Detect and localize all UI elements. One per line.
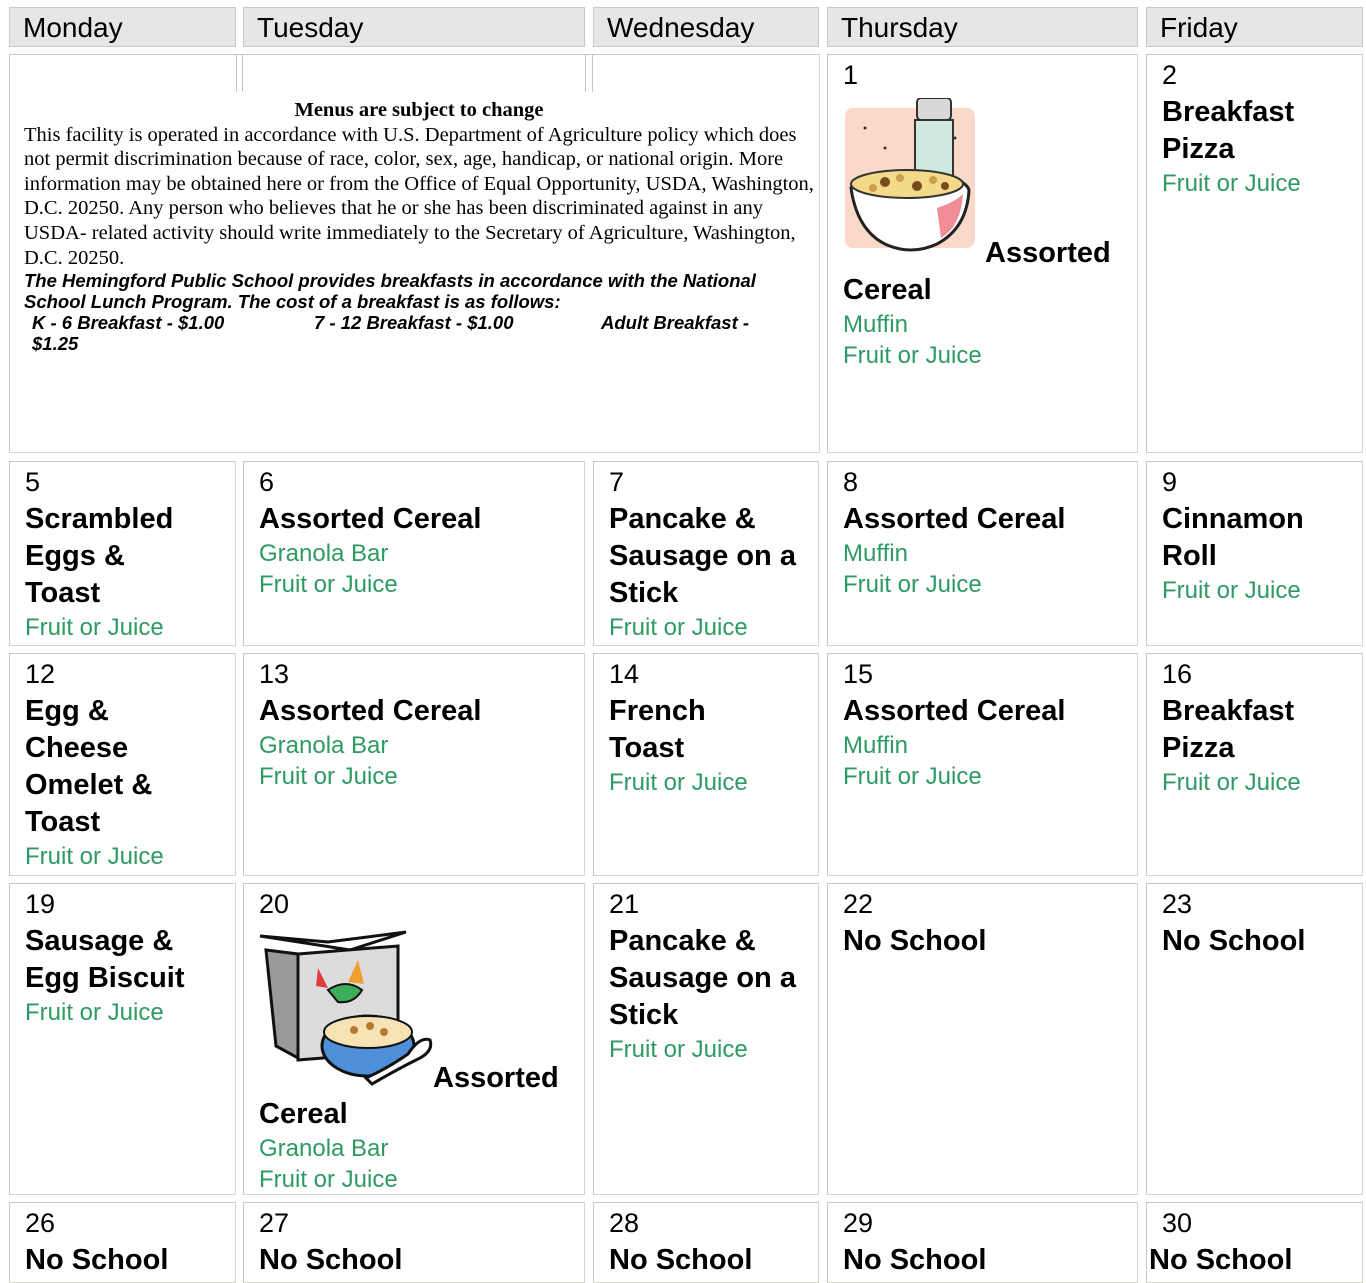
day-number: 28 bbox=[609, 1208, 640, 1238]
day-number: 7 bbox=[609, 467, 625, 497]
menu-main: Assorted bbox=[985, 237, 1111, 269]
menu-side: Fruit or Juice bbox=[259, 763, 398, 790]
day-number: 2 bbox=[1162, 60, 1178, 90]
menu-main: No School bbox=[843, 925, 987, 957]
day-number: 15 bbox=[843, 659, 874, 689]
menu-main: No School bbox=[843, 1244, 987, 1276]
menu-main: No School bbox=[1162, 925, 1306, 957]
menu-side: Granola Bar bbox=[259, 732, 389, 759]
menu-side: Fruit or Juice bbox=[1162, 170, 1301, 197]
day-number: 20 bbox=[259, 889, 290, 919]
day-cell-23 bbox=[1146, 883, 1363, 1195]
header-friday: Friday bbox=[1146, 7, 1363, 47]
notice-body: This facility is operated in accordance with U.S. Department of Agriculture policy which does not permit discrimination because of race, color, sex, age, handicap, or national origin. More information may be obtained here or from the Office of Equal Opportunity, USDA, Washington, D.C. 20250. Any person who believes that he or she has been discriminated against in any USDA- related activity should write immediately to the Secretary of Agriculture, Washington, D.C. 20250. bbox=[24, 123, 814, 269]
menu-side: Fruit or Juice bbox=[259, 571, 398, 598]
menu-side: Fruit or Juice bbox=[1162, 769, 1301, 796]
day-number: 22 bbox=[843, 889, 874, 919]
header-wednesday: Wednesday bbox=[593, 7, 819, 47]
price-7-12: 7 - 12 Breakfast - $1.00 bbox=[314, 312, 514, 334]
day-number: 29 bbox=[843, 1208, 874, 1238]
menu-side: Muffin bbox=[843, 540, 908, 567]
day-number: 14 bbox=[609, 659, 640, 689]
day-number: 13 bbox=[259, 659, 290, 689]
day-cell-29 bbox=[827, 1202, 1138, 1283]
menu-main: Cereal bbox=[843, 274, 932, 306]
day-number: 21 bbox=[609, 889, 640, 919]
day-number: 16 bbox=[1162, 659, 1193, 689]
day-cell-7 bbox=[593, 461, 819, 646]
day-number: 26 bbox=[25, 1208, 56, 1238]
menu-main: Assorted Cereal bbox=[843, 503, 1066, 535]
day-number: 9 bbox=[1162, 467, 1178, 497]
menu-main: No School bbox=[25, 1244, 169, 1276]
day-cell-2 bbox=[1146, 54, 1363, 453]
price-k6: K - 6 Breakfast - $1.00 bbox=[32, 312, 225, 334]
menu-main: Cinnamon Roll bbox=[1162, 503, 1304, 572]
menu-side: Fruit or Juice bbox=[25, 614, 164, 641]
menu-main: Assorted Cereal bbox=[259, 503, 482, 535]
day-cell-22 bbox=[827, 883, 1138, 1195]
day-cell-21 bbox=[593, 883, 819, 1195]
day-cell-8 bbox=[827, 461, 1138, 646]
menu-side: Muffin bbox=[843, 732, 908, 759]
day-number: 19 bbox=[25, 889, 56, 919]
menu-side: Fruit or Juice bbox=[843, 342, 982, 369]
menu-main: Egg & Cheese Omelet & Toast bbox=[25, 695, 153, 838]
menu-main: Scrambled Eggs & Toast bbox=[25, 503, 174, 609]
cereal-bowl-milk-icon bbox=[845, 98, 980, 260]
menu-main: Assorted bbox=[433, 1062, 559, 1094]
menu-main: Cereal bbox=[259, 1098, 348, 1130]
day-cell-28 bbox=[593, 1202, 819, 1283]
day-number: 6 bbox=[259, 467, 275, 497]
menu-main: Pancake & Sausage on a Stick bbox=[609, 503, 796, 609]
day-number: 27 bbox=[259, 1208, 290, 1238]
menu-side: Fruit or Juice bbox=[25, 999, 164, 1026]
day-cell-14 bbox=[593, 653, 819, 876]
menu-side: Fruit or Juice bbox=[843, 763, 982, 790]
menu-side: Fruit or Juice bbox=[259, 1166, 398, 1193]
day-cell-27 bbox=[243, 1202, 585, 1283]
notice-prices bbox=[24, 312, 814, 354]
day-cell-6 bbox=[243, 461, 585, 646]
menu-main: Pancake & Sausage on a Stick bbox=[609, 925, 796, 1031]
menu-side: Fruit or Juice bbox=[25, 843, 164, 870]
menu-main: Sausage & Egg Biscuit bbox=[25, 925, 185, 994]
header-thursday: Thursday bbox=[827, 7, 1138, 47]
day-cell-5 bbox=[9, 461, 236, 646]
day-number: 1 bbox=[843, 60, 859, 90]
menu-main: No School bbox=[259, 1244, 403, 1276]
column-separator bbox=[236, 54, 237, 92]
menu-side: Fruit or Juice bbox=[609, 1036, 748, 1063]
day-number: 8 bbox=[843, 467, 859, 497]
day-number: 23 bbox=[1162, 889, 1193, 919]
day-cell-26 bbox=[9, 1202, 236, 1283]
column-separator bbox=[592, 54, 593, 92]
day-cell-13 bbox=[243, 653, 585, 876]
menu-main: Breakfast Pizza bbox=[1162, 96, 1295, 165]
menu-side: Granola Bar bbox=[259, 540, 389, 567]
menu-main: French Toast bbox=[609, 695, 706, 764]
day-cell-12 bbox=[9, 653, 236, 876]
header-monday: Monday bbox=[9, 7, 236, 47]
day-number: 30 bbox=[1162, 1208, 1193, 1238]
menu-side: Fruit or Juice bbox=[843, 571, 982, 598]
column-separator bbox=[585, 54, 586, 92]
day-cell-15 bbox=[827, 653, 1138, 876]
menu-side: Granola Bar bbox=[259, 1135, 389, 1162]
price-adult-value: $1.25 bbox=[32, 333, 79, 355]
menu-main: Assorted Cereal bbox=[843, 695, 1066, 727]
day-cell-30 bbox=[1146, 1202, 1363, 1283]
menu-side: Muffin bbox=[843, 311, 908, 338]
menu-side: Fruit or Juice bbox=[1162, 577, 1301, 604]
menu-main: Assorted Cereal bbox=[259, 695, 482, 727]
menu-main: No School bbox=[1149, 1242, 1296, 1279]
day-cell-19 bbox=[9, 883, 236, 1195]
day-cell-16 bbox=[1146, 653, 1363, 876]
day-number: 12 bbox=[25, 659, 56, 689]
menu-main: No School bbox=[609, 1244, 753, 1276]
header-tuesday: Tuesday bbox=[243, 7, 585, 47]
cereal-box-bowl-icon bbox=[258, 928, 433, 1088]
column-separator bbox=[242, 54, 243, 92]
menu-main: Breakfast Pizza bbox=[1162, 695, 1295, 764]
menu-side: Fruit or Juice bbox=[609, 614, 748, 641]
day-number: 5 bbox=[25, 467, 41, 497]
price-adult: Adult Breakfast - bbox=[601, 312, 750, 334]
notice-title: Menus are subject to change bbox=[294, 99, 544, 121]
menu-side: Fruit or Juice bbox=[609, 769, 748, 796]
notice-cost-text: The Hemingford Public School provides breakfasts in accordance with the National School Lunch Program. The cost of a breakfast is as follows: bbox=[24, 270, 756, 313]
day-cell-9 bbox=[1146, 461, 1363, 646]
nondiscrimination-notice bbox=[24, 98, 814, 354]
